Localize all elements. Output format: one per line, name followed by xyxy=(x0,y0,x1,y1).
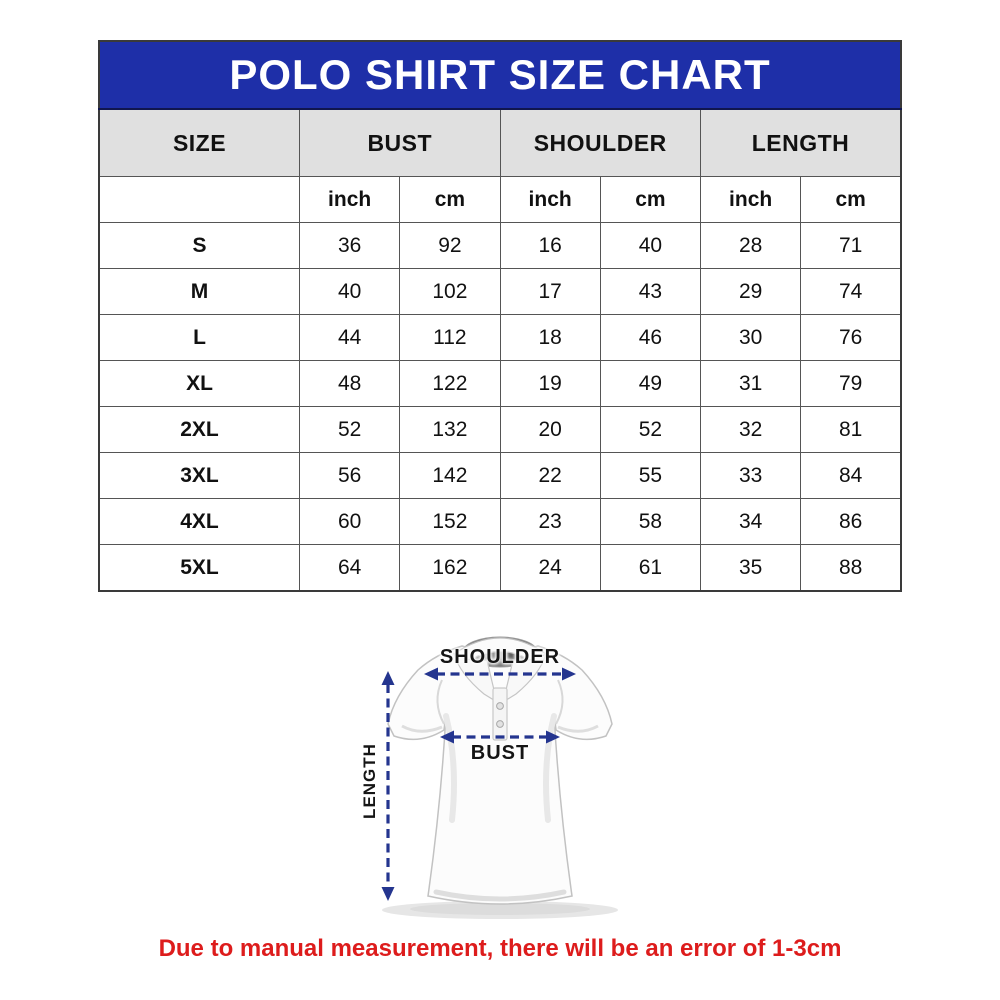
value-cell: 23 xyxy=(500,499,600,545)
value-cell: 71 xyxy=(801,223,901,269)
value-cell: 40 xyxy=(600,223,700,269)
shoulder-measure-label: SHOULDER xyxy=(439,646,561,668)
value-cell: 43 xyxy=(600,269,700,315)
value-cell: 20 xyxy=(500,407,600,453)
size-cell: 4XL xyxy=(99,499,300,545)
size-cell: S xyxy=(99,223,300,269)
table-row xyxy=(99,315,901,361)
polo-shirt-graphic xyxy=(340,624,660,934)
value-cell: 76 xyxy=(801,315,901,361)
value-cell: 29 xyxy=(701,269,801,315)
table-row xyxy=(99,545,901,592)
size-cell: L xyxy=(99,315,300,361)
value-cell: 18 xyxy=(500,315,600,361)
button-top xyxy=(497,703,504,710)
unit-cell-length-inch: inch xyxy=(701,177,801,223)
unit-cell-length-cm: cm xyxy=(801,177,901,223)
size-cell: XL xyxy=(99,361,300,407)
size-rows xyxy=(99,223,901,592)
bust-measure-label: BUST xyxy=(470,742,530,764)
value-cell: 30 xyxy=(701,315,801,361)
size-cell: 2XL xyxy=(99,407,300,453)
size-cell: 5XL xyxy=(99,545,300,592)
value-cell: 55 xyxy=(600,453,700,499)
value-cell: 58 xyxy=(600,499,700,545)
value-cell: 17 xyxy=(500,269,600,315)
length-measure-label: LENGTH xyxy=(360,743,379,819)
value-cell: 34 xyxy=(701,499,801,545)
value-cell: 46 xyxy=(600,315,700,361)
shirt-measurement-diagram xyxy=(340,624,660,934)
value-cell: 142 xyxy=(400,453,500,499)
value-cell: 56 xyxy=(300,453,400,499)
table-row xyxy=(99,407,901,453)
blank-cell xyxy=(99,177,300,223)
value-cell: 36 xyxy=(300,223,400,269)
table-row xyxy=(99,453,901,499)
group-header-row xyxy=(99,109,901,177)
unit-cell-bust-inch: inch xyxy=(300,177,400,223)
shirt-body xyxy=(388,646,612,904)
value-cell: 74 xyxy=(801,269,901,315)
value-cell: 28 xyxy=(701,223,801,269)
value-cell: 81 xyxy=(801,407,901,453)
value-cell: 152 xyxy=(400,499,500,545)
value-cell: 64 xyxy=(300,545,400,592)
col-header-shoulder: SHOULDER xyxy=(500,109,701,177)
value-cell: 16 xyxy=(500,223,600,269)
value-cell: 79 xyxy=(801,361,901,407)
table-row xyxy=(99,361,901,407)
chart-title: POLO SHIRT SIZE CHART xyxy=(99,41,901,109)
value-cell: 52 xyxy=(600,407,700,453)
unit-cell-shoulder-cm: cm xyxy=(600,177,700,223)
value-cell: 92 xyxy=(400,223,500,269)
value-cell: 52 xyxy=(300,407,400,453)
value-cell: 88 xyxy=(801,545,901,592)
value-cell: 19 xyxy=(500,361,600,407)
unit-cell-bust-cm: cm xyxy=(400,177,500,223)
value-cell: 31 xyxy=(701,361,801,407)
length-arrow xyxy=(382,671,395,901)
table-row xyxy=(99,499,901,545)
value-cell: 102 xyxy=(400,269,500,315)
col-header-size: SIZE xyxy=(99,109,300,177)
col-header-length: LENGTH xyxy=(701,109,902,177)
title-row xyxy=(99,41,901,109)
value-cell: 24 xyxy=(500,545,600,592)
unit-cell-shoulder-inch: inch xyxy=(500,177,600,223)
placket xyxy=(493,688,507,740)
value-cell: 122 xyxy=(400,361,500,407)
value-cell: 86 xyxy=(801,499,901,545)
size-chart-table xyxy=(98,40,902,592)
size-cell: 3XL xyxy=(99,453,300,499)
table-row xyxy=(99,223,901,269)
value-cell: 112 xyxy=(400,315,500,361)
measurement-error-note: Due to manual measurement, there will be an error of 1-3cm xyxy=(158,935,842,962)
shirt-shadow-inner xyxy=(410,903,590,915)
units-row xyxy=(99,177,901,223)
value-cell: 48 xyxy=(300,361,400,407)
value-cell: 49 xyxy=(600,361,700,407)
col-header-bust: BUST xyxy=(300,109,501,177)
button-bottom xyxy=(497,721,504,728)
value-cell: 33 xyxy=(701,453,801,499)
value-cell: 132 xyxy=(400,407,500,453)
value-cell: 40 xyxy=(300,269,400,315)
value-cell: 22 xyxy=(500,453,600,499)
value-cell: 60 xyxy=(300,499,400,545)
value-cell: 61 xyxy=(600,545,700,592)
table-row xyxy=(99,269,901,315)
value-cell: 44 xyxy=(300,315,400,361)
value-cell: 162 xyxy=(400,545,500,592)
size-cell: M xyxy=(99,269,300,315)
value-cell: 84 xyxy=(801,453,901,499)
value-cell: 32 xyxy=(701,407,801,453)
value-cell: 35 xyxy=(701,545,801,592)
